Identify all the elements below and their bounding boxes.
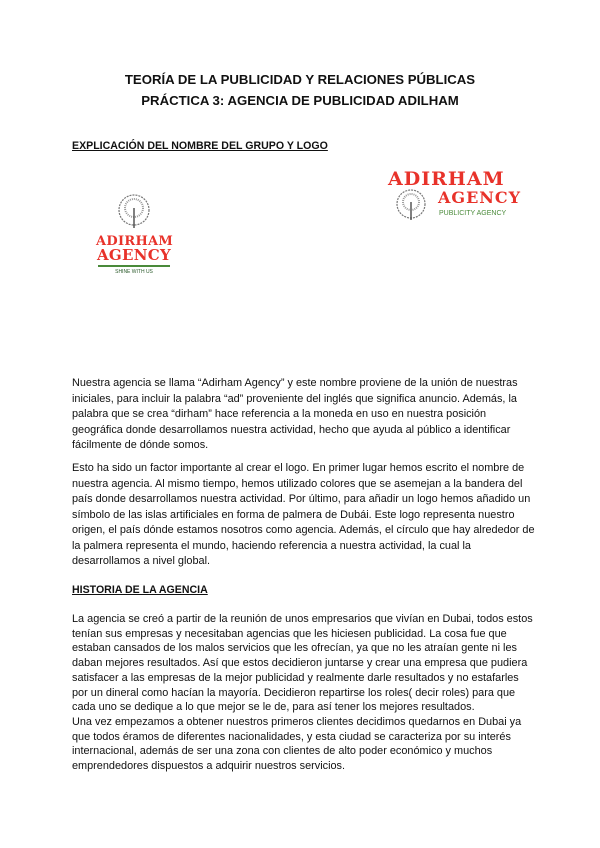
text-line: Nuestra agencia se llama “Adirham Agency” y este nombre proviene de la unión de nuestras — [72, 377, 518, 389]
section-heading-history: HISTORIA DE LA AGENCIA — [72, 584, 208, 596]
text-line: palabra que se crea “dirham” hace referencia a la moneda en uso en nuestra posición — [72, 408, 487, 420]
text-line: Esto ha sido un factor importante al crear el logo. En primer lugar hemos escrito el nombre de — [72, 462, 525, 474]
text-line: símbolo de las islas artificiales en forma de palmera de Dubái. Este logo representa nuestro — [72, 508, 515, 521]
text-line: origen, el país dónde estamos nosotros como agencia. Además, el círculo que hay alrededor de — [72, 524, 535, 536]
text-line: país donde desarrollamos nuestra actividad. Por último, para añadir un logo hemos añadido un — [72, 493, 531, 505]
text-line: cada uno se dedique a lo que mejor se le de, para así tener los mejores resultados. — [72, 701, 475, 714]
logo-publicity-agency — [388, 170, 524, 226]
palm-globe-icon — [394, 188, 428, 222]
document-title-line1: TEORÍA DE LA PUBLICIDAD Y RELACIONES PÚBLICAS — [124, 72, 476, 87]
text-line: la palmera representa el mundo, haciendo referencia a nuestra actividad, la cual la — [72, 539, 471, 552]
paragraph-history — [72, 612, 533, 774]
text-line: Una vez empezamos a obtener nuestros primeros clientes decidimos quedarnos en Dubai ya — [72, 715, 522, 728]
document-title-line2: PRÁCTICA 3: AGENCIA DE PUBLICIDAD ADILHAM — [141, 93, 459, 108]
logo-shine-with-us — [96, 194, 172, 275]
paragraph-logo-explanation — [72, 461, 535, 570]
text-line: que todos éramos de diferentes nacionalidades, y esta ciudad se caracteriza por su interés — [72, 730, 511, 743]
text-line: daban mejores resultados. Así que estos decidieron juntarse y crear una empresa que pudiera — [72, 657, 528, 670]
text-line: por un dineral como hacían la mayoría. Decidieron repartirse los roles( decir roles) para que — [72, 686, 516, 699]
section-heading-name-logo: EXPLICACIÓN DEL NOMBRE DEL GRUPO Y LOGO — [72, 140, 328, 152]
logo-name-line1: ADIRHAM — [96, 234, 174, 249]
logo-name-line2: AGENCY — [96, 246, 172, 264]
text-line: emprendedores dispuestos a adquirir nuestros servicios. — [72, 760, 346, 773]
text-line: desarrollamos a nivel global. — [72, 555, 211, 567]
text-line: geográfica donde desarrollamos nuestra actividad, hecho que ayuda al público a identificar — [72, 423, 511, 436]
text-line: internacional, además de ser una zona con clientes de alto poder económico y muchos — [72, 745, 493, 758]
paragraph-name-explanation — [72, 376, 518, 454]
text-line: iniciales, para incluir la palabra “ad” proveniente del inglés que significa anuncio. Además, la — [72, 392, 517, 405]
text-line: tenían sus empresas y necesitaban agencias que les hiciesen publicidad. La cosa fue que — [72, 627, 507, 640]
logo-name-line2: AGENCY — [438, 188, 522, 207]
text-line: La agencia se creó a partir de la reunión de unos empresarios que vivían en Dubai, todos estos — [72, 613, 533, 625]
logo-name-line1: ADIRHAM — [388, 168, 505, 190]
text-line: estaban cansados de los malos servicios que les ofrecían, ya que no les atraían gente ni les — [72, 642, 517, 655]
text-line: satisfacer a las empresas de la mejor publicidad y realmente darle resultados y no estafarles — [72, 671, 519, 684]
logo-tagline: PUBLICITY AGENCY — [439, 210, 507, 217]
logo-tagline: SHINE WITH US — [115, 269, 153, 275]
palm-globe-icon — [114, 194, 154, 230]
text-line: nuestra agencia. Al mismo tiempo, hemos utilizado colores que se asemejan a la bandera del — [72, 477, 523, 490]
text-line: fácilmente de dónde somos. — [72, 439, 209, 451]
